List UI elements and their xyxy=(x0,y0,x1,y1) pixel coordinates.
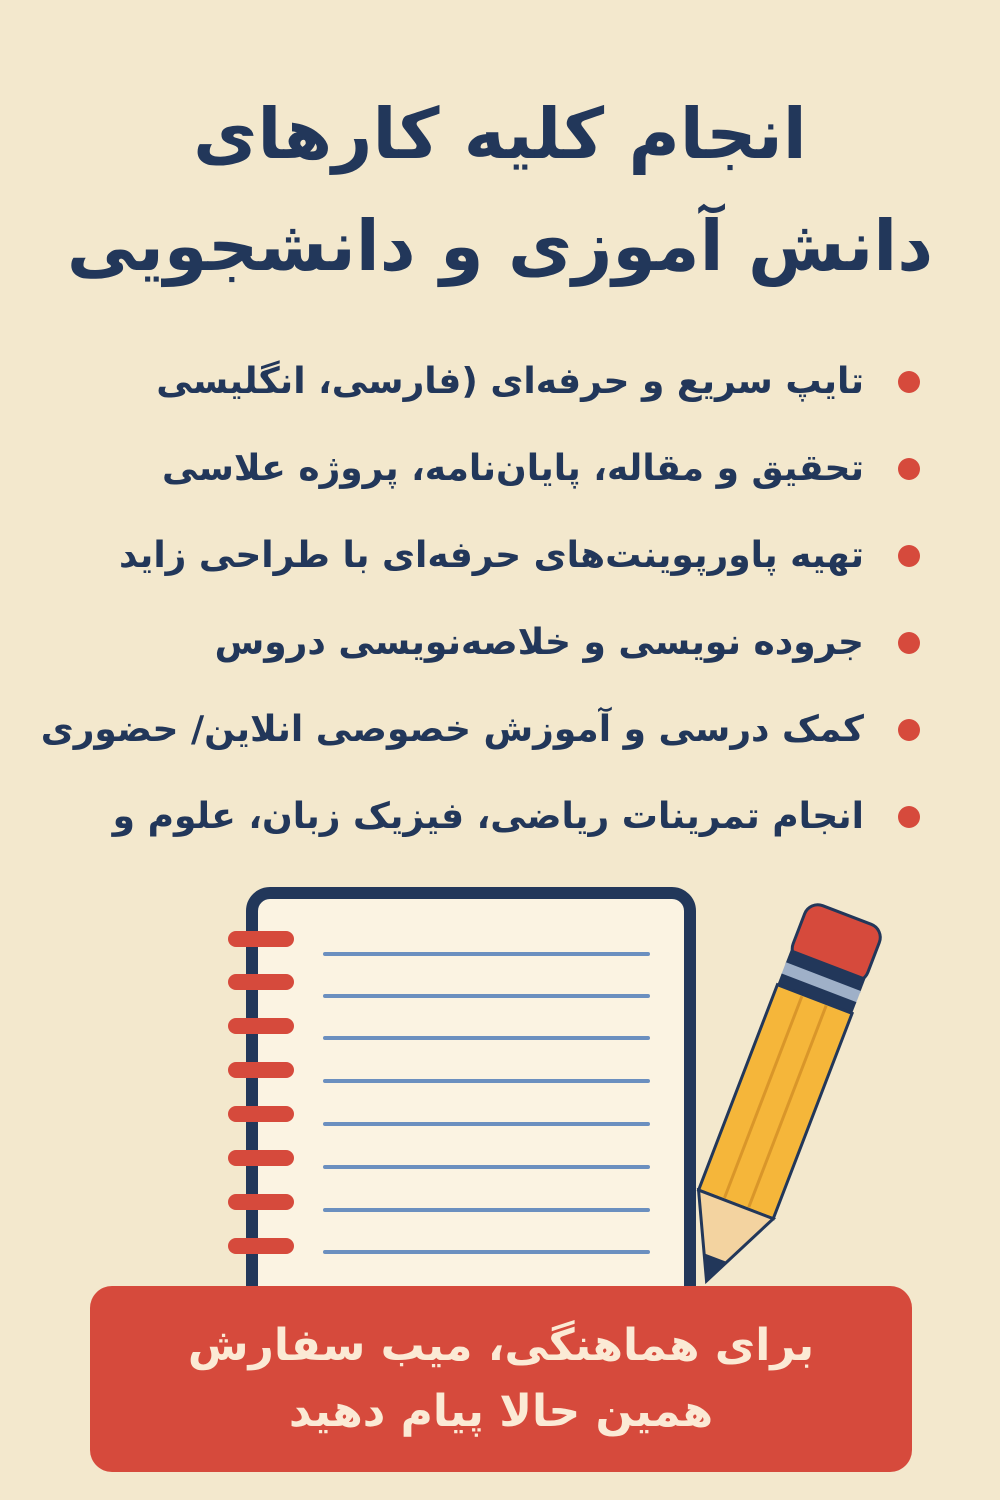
list-item xyxy=(60,512,920,599)
service-text: تهیه پاورپوینت‌های حرفه‌ای با طراحی زاید xyxy=(119,535,864,576)
red-dot-icon xyxy=(898,719,920,741)
pencil-icon xyxy=(669,901,884,1296)
order-banner[interactable] xyxy=(90,1286,912,1472)
list-item xyxy=(60,338,920,425)
service-text: جروده نویسی و خلاصه‌نویسی دروس xyxy=(214,622,864,663)
list-item xyxy=(60,425,920,512)
list-item xyxy=(40,686,920,773)
spiral-notebook-icon xyxy=(228,893,690,1330)
red-dot-icon xyxy=(898,806,920,828)
red-dot-icon xyxy=(898,632,920,654)
red-dot-icon xyxy=(898,371,920,393)
notebook-pencil-illustration xyxy=(0,860,1000,1330)
cta-line-1: برای هماهنگی، میب سفارش xyxy=(187,1320,815,1371)
red-dot-icon xyxy=(898,458,920,480)
red-dot-icon xyxy=(898,545,920,567)
list-item xyxy=(60,599,920,686)
title-line-1: انجام کلیه کارهای xyxy=(193,93,807,175)
list-item xyxy=(60,773,920,860)
service-text: کمک درسی و آموزش خصوصی انلاین/ حضوری xyxy=(40,709,864,750)
title-line-2: دانش آموزی و دانشجویی xyxy=(66,205,934,287)
cta-line-2: همین حالا پیام دهید xyxy=(288,1386,714,1437)
page-title xyxy=(40,78,960,302)
service-text: انجام تمرینات ریاضی، فیزیک زبان، علوم و xyxy=(112,796,864,837)
services-list xyxy=(40,338,920,860)
service-text: تحقیق و مقاله، پایان‌نامه، پروژه علاسی xyxy=(162,448,864,489)
service-text: تایپ سریع و حرفه‌ای (فارسی، انگلیسی xyxy=(156,361,864,402)
